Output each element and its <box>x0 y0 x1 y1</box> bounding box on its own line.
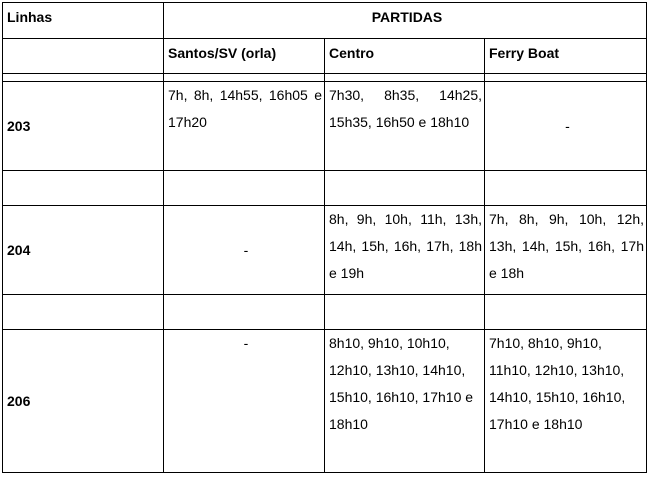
line-number: 204 <box>3 206 164 295</box>
empty-cell <box>164 74 325 82</box>
spacer-row <box>3 295 647 330</box>
empty-cell <box>325 295 485 330</box>
departures-header: PARTIDAS <box>164 3 647 39</box>
table-row <box>3 330 647 473</box>
subheader-row <box>3 39 647 74</box>
bus-schedule-table <box>2 2 647 473</box>
ferry-times: 7h, 8h, 9h, 10h, 12h, 13h, 14h, 15h, 16h, 17h e 18h <box>485 206 647 295</box>
empty-cell <box>325 74 485 82</box>
empty-cell <box>485 171 647 206</box>
spacer-row <box>3 74 647 82</box>
header-row <box>3 3 647 39</box>
line-number: 206 <box>3 330 164 473</box>
empty-cell <box>3 295 164 330</box>
table-row <box>3 206 647 295</box>
empty-cell <box>164 171 325 206</box>
santos-times: 7h, 8h, 14h55, 16h05 e 17h20 <box>164 82 325 171</box>
lines-header: Linhas <box>3 3 164 39</box>
empty-cell <box>3 171 164 206</box>
empty-cell <box>164 295 325 330</box>
santos-column-header: Santos/SV (orla) <box>164 39 325 74</box>
santos-times: - <box>164 330 325 473</box>
empty-cell <box>3 74 164 82</box>
spacer-row <box>3 171 647 206</box>
ferry-times: - <box>485 82 647 171</box>
line-number: 203 <box>3 82 164 171</box>
empty-cell <box>485 295 647 330</box>
centro-times: 8h, 9h, 10h, 11h, 13h, 14h, 15h, 16h, 17h, 18h e 19h <box>325 206 485 295</box>
centro-times: 7h30, 8h35, 14h25, 15h35, 16h50 e 18h10 <box>325 82 485 171</box>
centro-times: 8h10, 9h10, 10h10, 12h10, 13h10, 14h10, 15h10, 16h10, 17h10 e 18h10 <box>325 330 485 473</box>
table-row <box>3 82 647 171</box>
centro-column-header: Centro <box>325 39 485 74</box>
santos-times: - <box>164 206 325 295</box>
empty-cell <box>325 171 485 206</box>
ferry-column-header: Ferry Boat <box>485 39 647 74</box>
empty-cell <box>485 74 647 82</box>
empty-cell <box>3 39 164 74</box>
ferry-times: 7h10, 8h10, 9h10, 11h10, 12h10, 13h10, 14h10, 15h10, 16h10, 17h10 e 18h10 <box>485 330 647 473</box>
